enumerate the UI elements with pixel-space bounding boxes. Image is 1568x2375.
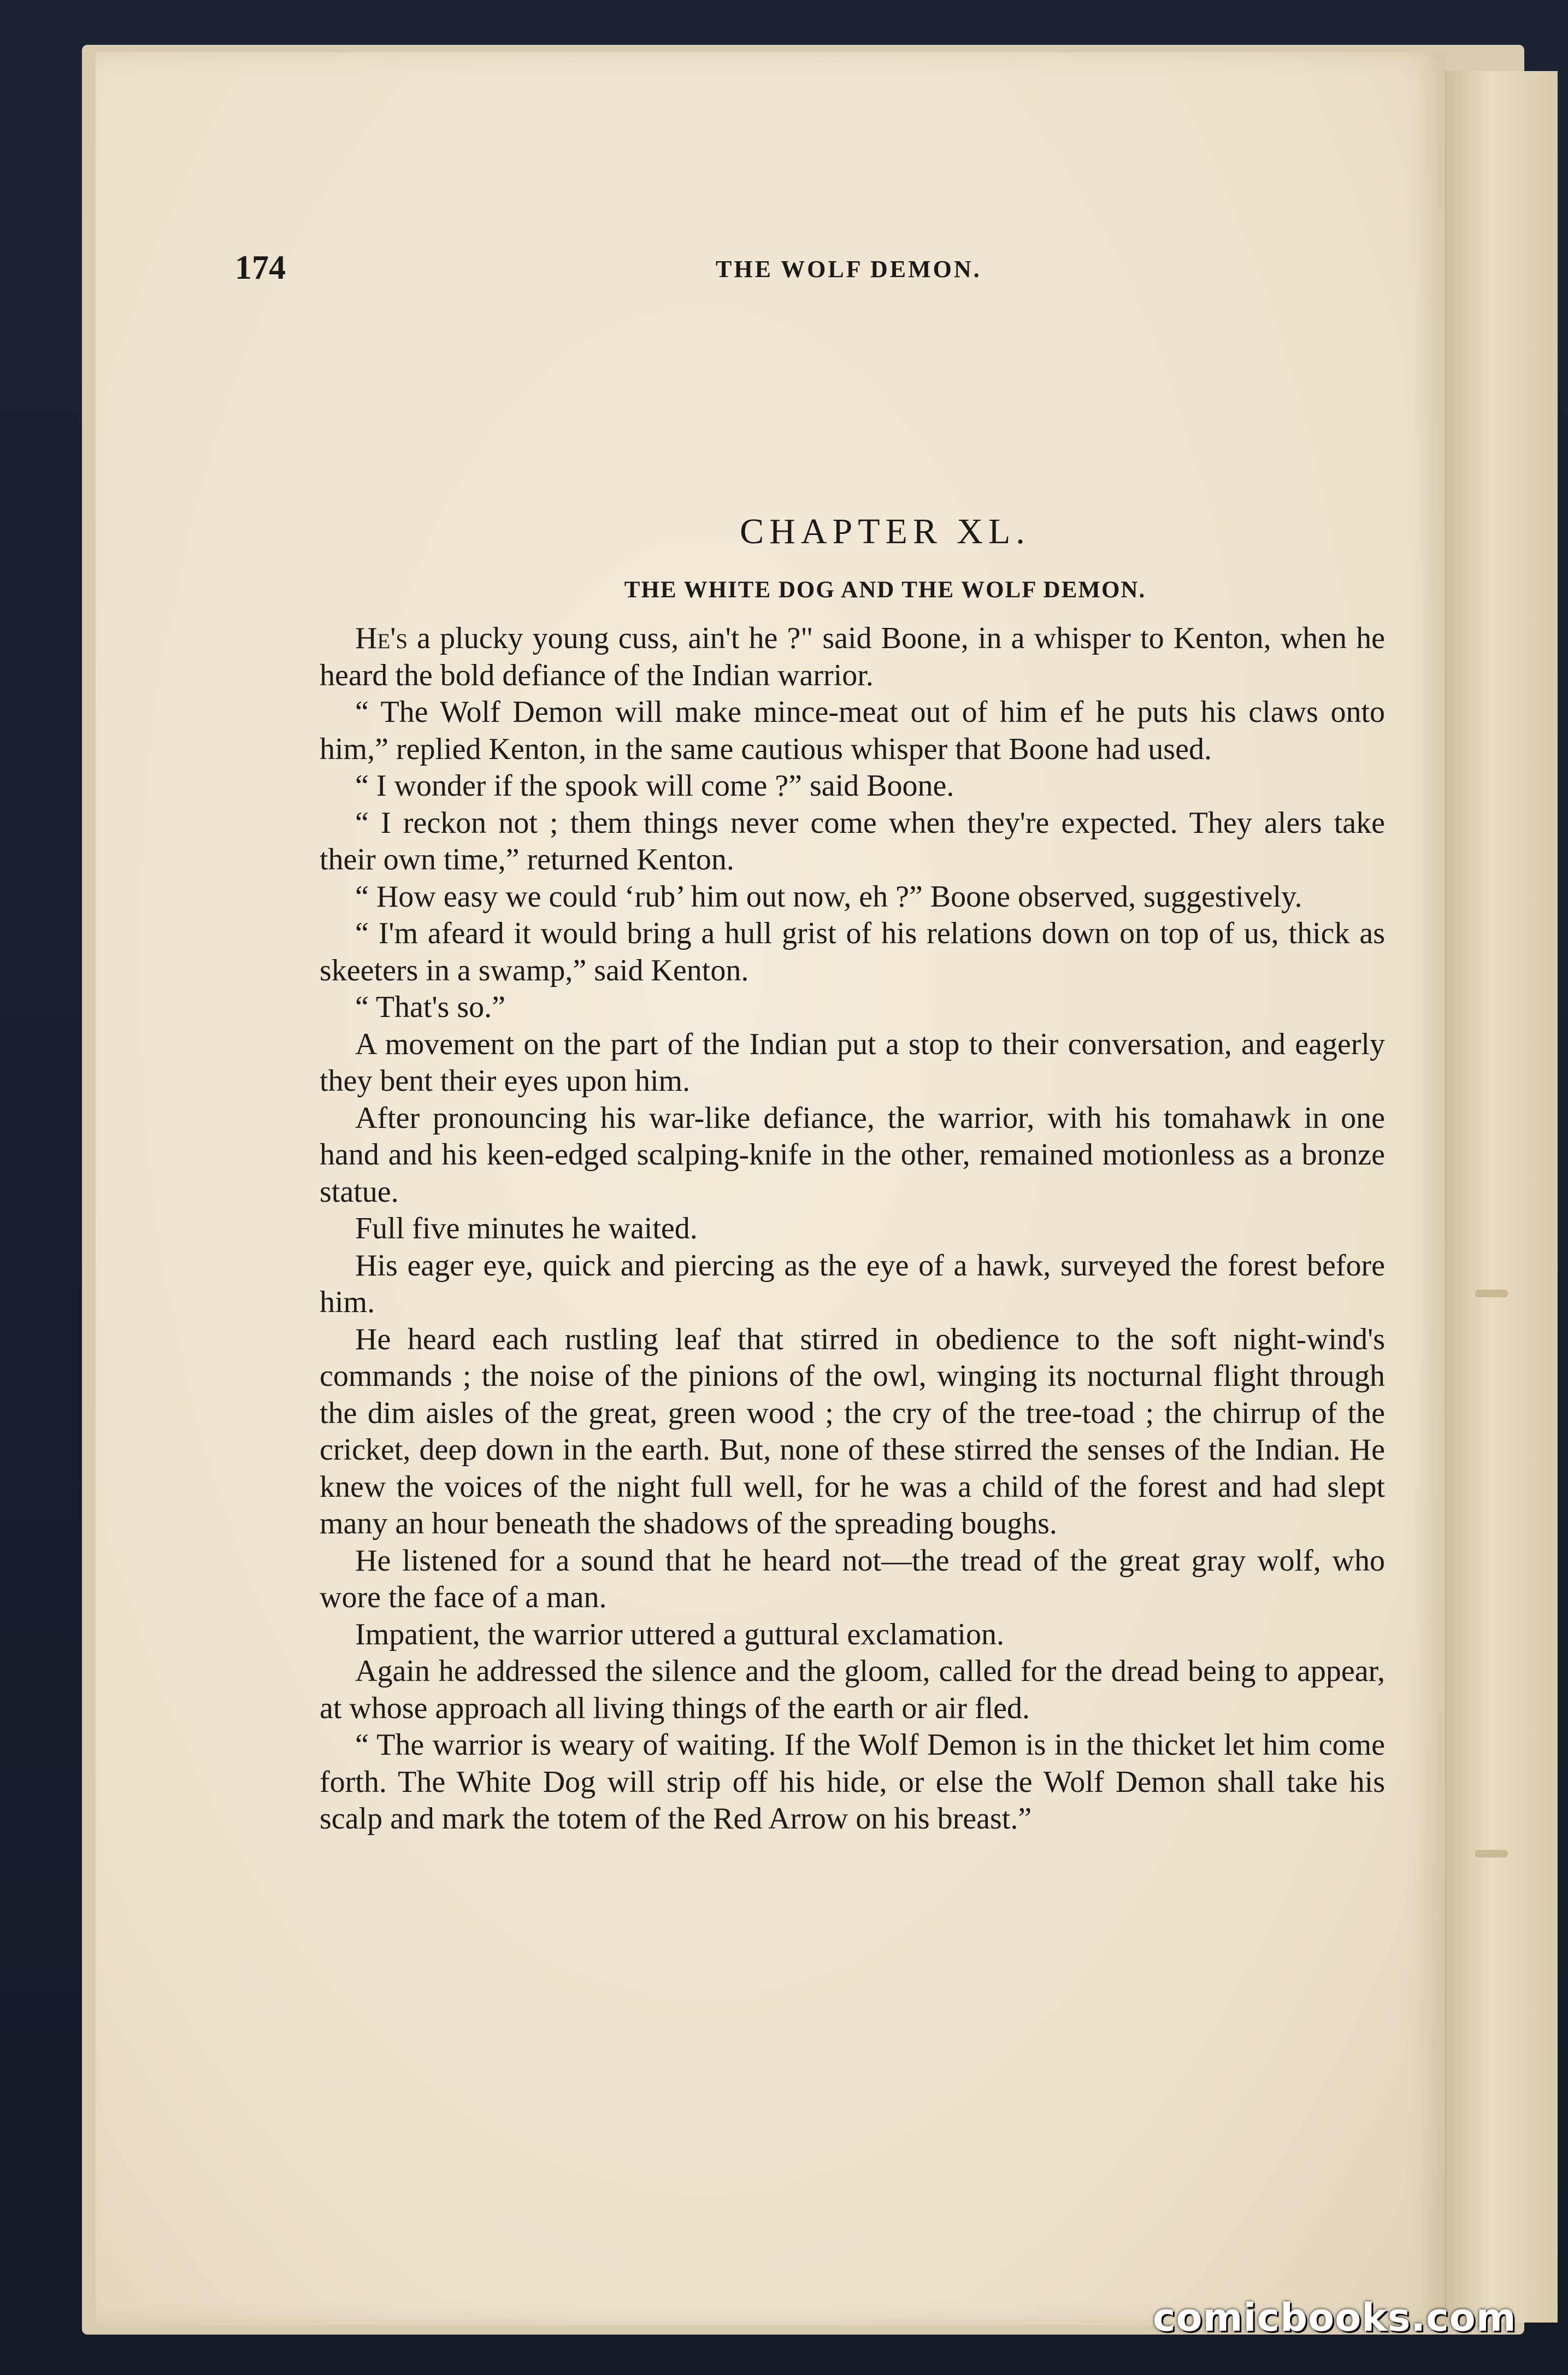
binding-thread xyxy=(1475,1290,1508,1297)
paragraph-text: a plucky young cuss, ain't he ?" said Boone, in a whisper to Kenton, when he heard the bold defiance of the Indian warrior. xyxy=(320,621,1385,692)
paragraph-text: “ The Wolf Demon will make mince-meat out of him ef he puts his claws onto him,” replied Kenton, in the same cautious whisper that Boone had used. xyxy=(320,695,1385,766)
paragraph-text: He heard each rustling leaf that stirred in obedience to the soft night-wind's commands ; the noise of the pinions of the owl, winging its nocturnal flight through the dim aisles of the great, green wood ; the cry of the tree-toad ; the chirrup of the cricket, deep down in the earth. But, none of these stirred the senses of the Indian. He knew the voices of the night full well, for he was a child of the forest and had slept many an hour beneath the shadows of the spreading boughs. xyxy=(320,1322,1385,1541)
body-text xyxy=(320,620,1385,1838)
paragraph xyxy=(320,1026,1385,1100)
paragraph-lead: He's xyxy=(355,621,408,655)
paragraph-text: Impatient, the warrior uttered a guttural exclamation. xyxy=(355,1617,1004,1651)
paragraph-text: He listened for a sound that he heard not—the tread of the great gray wolf, who wore the face of a man. xyxy=(320,1543,1385,1614)
chapter-subtitle: THE WHITE DOG AND THE WOLF DEMON. xyxy=(624,577,1146,603)
paragraph xyxy=(320,1543,1385,1616)
paragraph xyxy=(320,1321,1385,1543)
page-header xyxy=(235,249,1382,292)
paragraph-text: “ I'm afeard it would bring a hull grist of his relations down on top of us, thick as skeeters in a swamp,” said Kenton. xyxy=(320,916,1385,987)
running-head: THE WOLF DEMON. xyxy=(716,256,982,283)
paragraph xyxy=(320,620,1385,694)
paragraph xyxy=(320,1248,1385,1321)
facing-page-edge xyxy=(1442,71,1558,2323)
watermark-logo: comicbooks.com xyxy=(1153,2295,1517,2340)
paragraph-text: After pronouncing his war-like defiance, the warrior, with his tomahawk in one hand and his keen-edged scalping-knife in the other, remained motionless as a bronze statue. xyxy=(320,1101,1385,1209)
paragraph xyxy=(320,1100,1385,1211)
paragraph xyxy=(320,989,1385,1026)
paragraph-text: Again he addressed the silence and the gloom, called for the dread being to appear, at whose approach all living things of the earth or air fled. xyxy=(320,1654,1385,1725)
paragraph-text: His eager eye, quick and piercing as the eye of a hawk, surveyed the forest before him. xyxy=(320,1248,1385,1319)
paragraph xyxy=(320,1653,1385,1727)
paragraph-text: “ I reckon not ; them things never come when they're expected. They alers take their own time,” returned Kenton. xyxy=(320,806,1385,877)
paragraph xyxy=(320,805,1385,879)
paragraph xyxy=(320,1727,1385,1838)
paragraph-text: “ I wonder if the spook will come ?” said Boone. xyxy=(355,769,954,803)
page-number: 174 xyxy=(235,249,286,286)
paragraph-text: “ That's so.” xyxy=(355,990,505,1024)
paragraph-text: Full five minutes he waited. xyxy=(355,1212,698,1245)
chapter-title: CHAPTER XL. xyxy=(740,512,1030,551)
binding-thread xyxy=(1475,1850,1508,1857)
paragraph xyxy=(320,1210,1385,1248)
paragraph-text: A movement on the part of the Indian put a stop to their conversation, and eagerly they bent their eyes upon him. xyxy=(320,1027,1385,1098)
paragraph xyxy=(320,694,1385,768)
paragraph xyxy=(320,915,1385,989)
paragraph xyxy=(320,1616,1385,1654)
paragraph xyxy=(320,879,1385,916)
paragraph xyxy=(320,768,1385,805)
paragraph-text: “ The warrior is weary of waiting. If the Wolf Demon is in the thicket let him come forth. The White Dog will strip off his hide, or else the Wolf Demon shall take his scalp and mark the totem of the Red Arrow on his breast.” xyxy=(320,1728,1385,1836)
paragraph-text: “ How easy we could ‘rub’ him out now, eh ?” Boone observed, suggestively. xyxy=(355,879,1302,914)
